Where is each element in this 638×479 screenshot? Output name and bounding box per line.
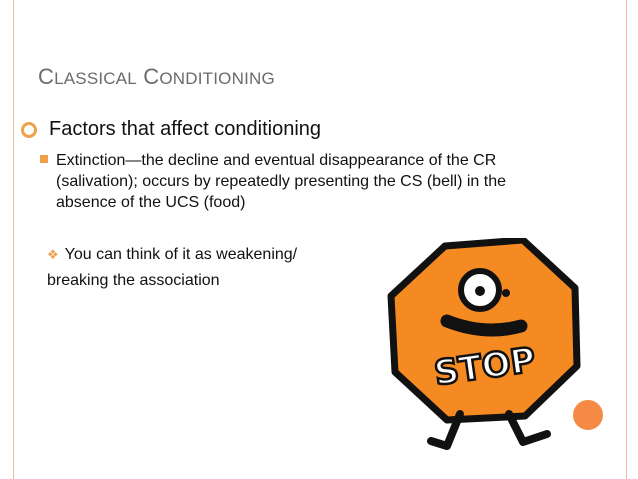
square-bullet-icon bbox=[40, 155, 48, 163]
stop-sign-right-leg bbox=[509, 414, 547, 442]
bullet-extinction-text: Extinction—the decline and eventual disappearance of the CR (salivation); occurs by repeatedly presenting the CS (bell) in the absence of the UCS (food) bbox=[56, 152, 506, 211]
bullet-factors bbox=[21, 118, 321, 141]
slide-title bbox=[38, 64, 275, 90]
breaking-association-text: breaking the association bbox=[47, 272, 220, 289]
bullet-extinction bbox=[40, 150, 510, 213]
bullet-weakening-text: You can think of it as weakening/ bbox=[64, 246, 298, 263]
title-initial-2: C bbox=[143, 64, 160, 89]
bullet-factors-text: Factors that affect conditioning bbox=[49, 118, 322, 140]
left-border-line bbox=[13, 0, 14, 479]
stop-sign-character-graphic bbox=[385, 238, 585, 468]
title-initial-1: C bbox=[38, 64, 55, 89]
stop-sign-pupil bbox=[475, 286, 485, 296]
title-rest-1: LASSICAL bbox=[54, 69, 137, 88]
diamond-bullet-icon: ❖ bbox=[47, 247, 59, 262]
right-border-line bbox=[626, 0, 627, 479]
bullet-weakening bbox=[47, 246, 297, 264]
stop-sign-label: STOP bbox=[431, 340, 538, 394]
stop-sign-freckle bbox=[502, 289, 510, 297]
title-rest-2: ONDITIONING bbox=[159, 69, 275, 88]
orange-decor-dot bbox=[573, 400, 603, 430]
ring-bullet-icon bbox=[21, 122, 37, 138]
